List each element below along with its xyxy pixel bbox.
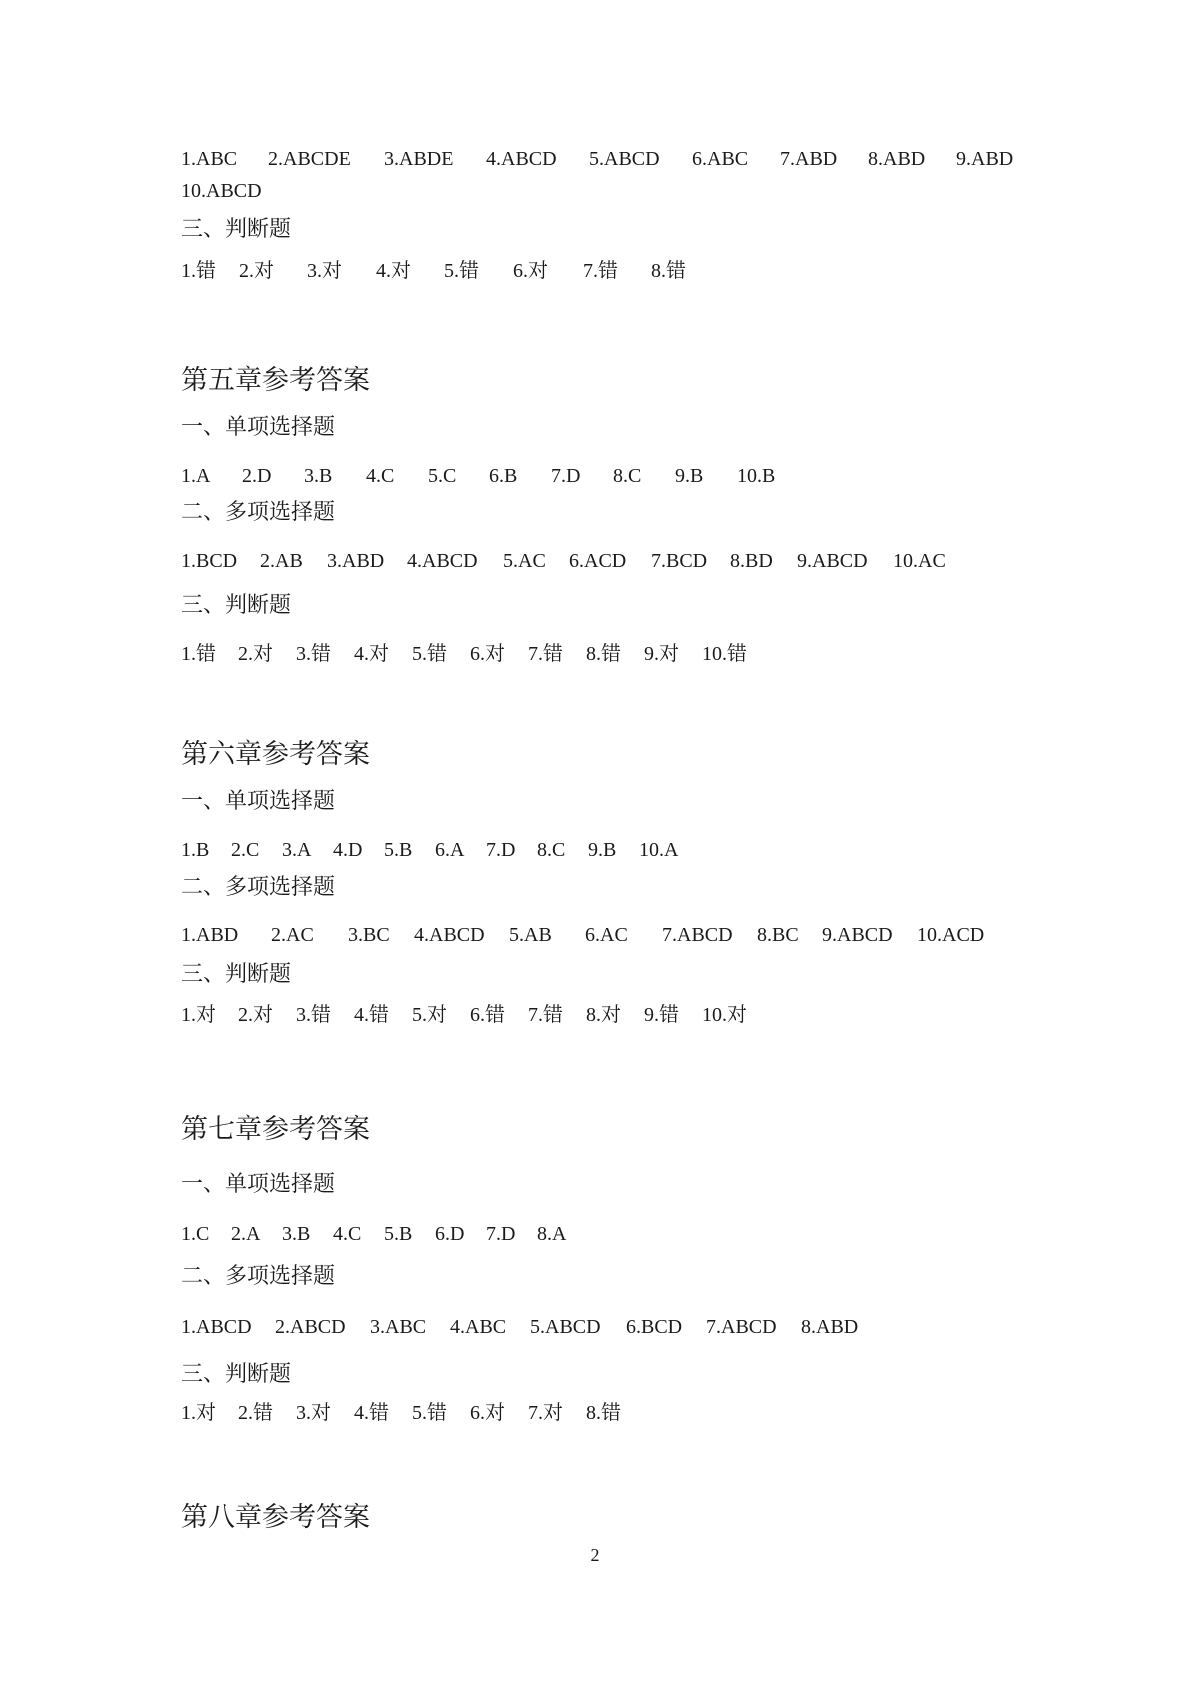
answer-row-ch7-judge — [0, 1398, 1191, 1428]
answer-row-ch5-single — [0, 461, 1191, 491]
answer-item: 2.AC — [271, 924, 314, 946]
section-heading-judge: 三、判断题 — [181, 217, 292, 242]
answer-item: 7.对 — [528, 1402, 563, 1424]
answer-item: 5.错 — [412, 643, 447, 665]
answer-row-ch7-single — [0, 1219, 1191, 1249]
answer-item: 1.B — [181, 839, 210, 861]
answer-item: 3.B — [282, 1223, 311, 1245]
answer-row-ch4-judge — [0, 256, 1191, 286]
answer-item: 2.对 — [238, 643, 273, 665]
answer-item: 3.错 — [296, 643, 331, 665]
answer-item: 9.B — [588, 839, 617, 861]
answer-item: 2.ABCD — [275, 1316, 346, 1338]
answer-item: 1.对 — [181, 1004, 216, 1026]
answer-item: 2.错 — [238, 1402, 273, 1424]
page-number: 2 — [590, 1545, 600, 1565]
answer-item: 1.ABCD — [181, 1316, 252, 1338]
answer-item: 9.对 — [644, 643, 679, 665]
answer-item: 8.ABD — [801, 1316, 859, 1338]
answer-item: 1.错 — [181, 643, 216, 665]
section-heading-single: 一、单项选择题 — [181, 1172, 336, 1197]
answer-item: 2.对 — [239, 260, 274, 282]
answer-row-ch5-multi — [0, 546, 1191, 576]
answer-item: 4.C — [366, 465, 395, 487]
answer-row-ch5-judge — [0, 639, 1191, 669]
answer-item: 4.C — [333, 1223, 362, 1245]
answer-row-ch6-judge — [0, 1000, 1191, 1030]
answer-item: 9.ABD — [956, 148, 1014, 170]
answer-item: 9.错 — [644, 1004, 679, 1026]
answer-item: 4.ABCD — [486, 148, 557, 170]
answer-item: 6.B — [489, 465, 518, 487]
answer-item: 3.ABD — [327, 550, 385, 572]
answer-item: 3.对 — [296, 1402, 331, 1424]
answer-item: 7.ABCD — [662, 924, 733, 946]
answer-item: 3.错 — [296, 1004, 331, 1026]
section-heading-single: 一、单项选择题 — [181, 789, 336, 814]
answer-item: 4.D — [333, 839, 363, 861]
answer-item: 6.对 — [470, 643, 505, 665]
answer-item: 7.D — [486, 839, 516, 861]
answer-item: 8.BC — [757, 924, 799, 946]
answer-item: 6.错 — [470, 1004, 505, 1026]
answer-item: 8.C — [537, 839, 566, 861]
answer-item: 5.B — [384, 1223, 413, 1245]
answer-item: 7.ABCD — [706, 1316, 777, 1338]
answer-item: 6.D — [435, 1223, 465, 1245]
chapter-title-8: 第八章参考答案 — [181, 1502, 370, 1533]
answer-item: 5.ABCD — [589, 148, 660, 170]
answer-item: 2.AB — [260, 550, 303, 572]
answer-item: 4.ABCD — [414, 924, 485, 946]
answer-item: 6.对 — [513, 260, 548, 282]
answer-item: 5.C — [428, 465, 457, 487]
section-heading-multi: 二、多项选择题 — [181, 500, 336, 525]
answer-item: 7.错 — [583, 260, 618, 282]
answer-item: 5.错 — [412, 1402, 447, 1424]
answer-item: 2.ABCDE — [268, 148, 351, 170]
answer-item: 5.错 — [444, 260, 479, 282]
answer-item: 7.D — [551, 465, 581, 487]
answer-item: 6.对 — [470, 1402, 505, 1424]
answer-item: 4.错 — [354, 1004, 389, 1026]
answer-item: 10.错 — [702, 643, 747, 665]
answer-item: 5.B — [384, 839, 413, 861]
answer-item: 5.AB — [509, 924, 552, 946]
answer-row-ch6-single — [0, 835, 1191, 865]
answer-item: 7.BCD — [651, 550, 708, 572]
answer-row-ch6-multi — [0, 920, 1191, 950]
answer-item: 10.对 — [702, 1004, 747, 1026]
answer-item: 3.ABC — [370, 1316, 427, 1338]
answer-item: 6.A — [435, 839, 465, 861]
answer-item: 9.ABCD — [797, 550, 868, 572]
answer-item: 5.ABCD — [530, 1316, 601, 1338]
answer-item: 10.A — [639, 839, 679, 861]
answer-item: 8.BD — [730, 550, 773, 572]
answer-item: 8.C — [613, 465, 642, 487]
section-heading-judge: 三、判断题 — [181, 593, 292, 618]
answer-item: 7.错 — [528, 643, 563, 665]
section-heading-judge: 三、判断题 — [181, 1362, 292, 1387]
answer-item: 1.对 — [181, 1402, 216, 1424]
answer-item: 7.错 — [528, 1004, 563, 1026]
answer-item: 1.ABD — [181, 924, 239, 946]
answer-row-ch4-multi — [0, 144, 1191, 174]
answer-item: 6.AC — [585, 924, 628, 946]
answer-item: 6.BCD — [626, 1316, 683, 1338]
answer-item: 2.A — [231, 1223, 261, 1245]
answer-item: 3.ABDE — [384, 148, 454, 170]
answer-item: 8.错 — [586, 1402, 621, 1424]
answer-item: 1.ABC — [181, 148, 238, 170]
answer-item: 10.ABCD — [181, 180, 262, 202]
answer-item: 1.BCD — [181, 550, 238, 572]
answer-item: 4.错 — [354, 1402, 389, 1424]
answer-item: 1.A — [181, 465, 211, 487]
answer-item: 7.D — [486, 1223, 516, 1245]
answer-item: 5.AC — [503, 550, 546, 572]
section-heading-multi: 二、多项选择题 — [181, 875, 336, 900]
answer-item: 7.ABD — [780, 148, 838, 170]
answer-item: 2.D — [242, 465, 272, 487]
answer-item: 4.对 — [376, 260, 411, 282]
answer-item: 5.对 — [412, 1004, 447, 1026]
answer-item: 3.BC — [348, 924, 390, 946]
answer-item: 1.错 — [181, 260, 216, 282]
answer-item: 8.A — [537, 1223, 567, 1245]
answer-item: 9.ABCD — [822, 924, 893, 946]
answer-item: 3.对 — [307, 260, 342, 282]
answer-item: 10.ACD — [917, 924, 985, 946]
answer-row-ch7-multi — [0, 1312, 1191, 1342]
answer-item: 8.ABD — [868, 148, 926, 170]
answer-item: 4.对 — [354, 643, 389, 665]
answer-item: 8.错 — [586, 643, 621, 665]
answer-item: 2.对 — [238, 1004, 273, 1026]
chapter-title-5: 第五章参考答案 — [181, 365, 370, 396]
answer-item: 3.B — [304, 465, 333, 487]
answer-item: 4.ABC — [450, 1316, 507, 1338]
answer-item: 2.C — [231, 839, 260, 861]
answer-item: 6.ABC — [692, 148, 749, 170]
answer-item: 9.B — [675, 465, 704, 487]
answer-item: 3.A — [282, 839, 312, 861]
answer-item: 8.错 — [651, 260, 686, 282]
chapter-title-7: 第七章参考答案 — [181, 1114, 370, 1145]
answer-item: 1.C — [181, 1223, 210, 1245]
section-heading-multi: 二、多项选择题 — [181, 1264, 336, 1289]
section-heading-single: 一、单项选择题 — [181, 415, 336, 440]
chapter-title-6: 第六章参考答案 — [181, 739, 370, 770]
answer-row-ch4-multi-wrap — [0, 176, 1191, 206]
answer-item: 6.ACD — [569, 550, 627, 572]
answer-item: 4.ABCD — [407, 550, 478, 572]
section-heading-judge: 三、判断题 — [181, 962, 292, 987]
answer-item: 10.B — [737, 465, 776, 487]
answer-item: 8.对 — [586, 1004, 621, 1026]
answer-item: 10.AC — [893, 550, 946, 572]
